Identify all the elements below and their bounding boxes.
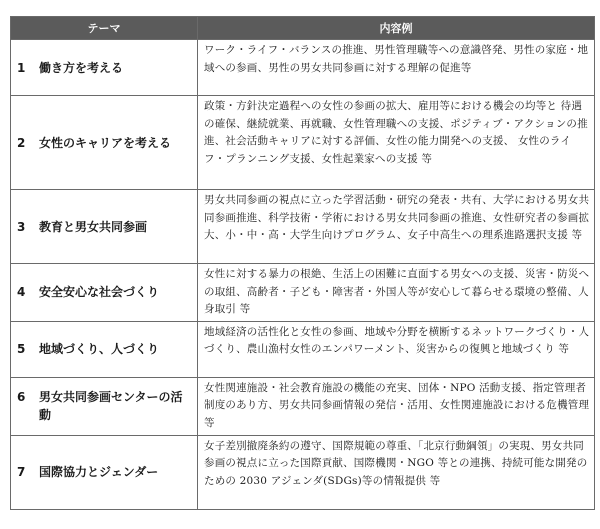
table-row [11,190,595,264]
content-cell: 政策・方針決定過程への女性の参画の拡大、雇用等における機会の均等と 待遇の確保、継続就業、再就職、女性管理職への支援、ポジティブ・アクションの推進、社会活動キャリアに対する評価、女性の能力開発への支援、 女性のライフ・プランニング支援、女性起業家への支援 等 [198,96,595,190]
table-row [11,321,595,377]
table-row [11,377,595,435]
content-cell: 地域経済の活性化と女性の参画、地域や分野を横断するネットワークづくり・人づくり、農山漁村女性のエンパワーメント、災害からの復興と地域づくり 等 [198,321,595,377]
row-number: 4 [17,285,26,300]
theme-cell [11,435,198,509]
header-content: 内容例 [198,17,595,40]
theme-cell [11,321,198,377]
header-row [11,17,595,40]
theme-cell [11,264,198,322]
theme-title: 女性のキャリアを考える [39,135,172,150]
table-row [11,264,595,322]
content-cell: 男女共同参画の視点に立った学習活動・研究の発表・共有、大学における男女共同参画推進、科学技術・学術における男女共同参画の推進、女性研究者の参画拡大、小・中・高・大学生向けプログラム、女子中高生への理系進路選択支援 等 [198,190,595,264]
table-row [11,435,595,509]
theme-cell [11,40,198,96]
theme-cell [11,190,198,264]
content-cell: ワーク・ライフ・バランスの推進、男性管理職等への意識啓発、男性の家庭・地域への参画、男性の男女共同参画に対する理解の促進等 [198,40,595,96]
row-number: 1 [17,60,26,75]
row-number: 5 [17,342,26,357]
theme-title: 教育と男女共同参画 [39,219,148,234]
table-row [11,96,595,190]
table-row [11,40,595,96]
theme-title: 働き方を考える [39,60,124,75]
content-cell: 女性関連施設・社会教育施設の機能の充実、団体・NPO 活動支援、指定管理者制度のあり方、男女共同参画情報の発信・活用、女性関連施設における危機管理 等 [198,377,595,435]
row-number: 6 [17,390,26,405]
theme-title: 男女共同参画センターの活動 [39,390,183,423]
theme-table [10,16,595,510]
row-number: 7 [17,465,26,480]
header-theme: テーマ [11,17,198,40]
content-cell: 女性に対する暴力の根絶、生活上の困難に直面する男女への支援、災害・防災への取組、高齢者・子ども・障害者・外国人等が安心して暮らせる環境の整備、人身取引 等 [198,264,595,322]
theme-title: 安全安心な社会づくり [39,285,160,300]
row-number: 2 [17,135,26,150]
theme-cell [11,377,198,435]
content-cell: 女子差別撤廃条約の遵守、国際規範の尊重、「北京行動綱領」の実現、男女共同参画の視点に立った国際貢献、国際機関・NGO 等との連携、持続可能な開発のための 2030 アジェンダ(SDGs)等の情報提供 等 [198,435,595,509]
theme-title: 国際協力とジェンダー [39,465,159,480]
theme-title: 地域づくり、人づくり [39,342,160,357]
theme-cell [11,96,198,190]
row-number: 3 [17,219,26,234]
